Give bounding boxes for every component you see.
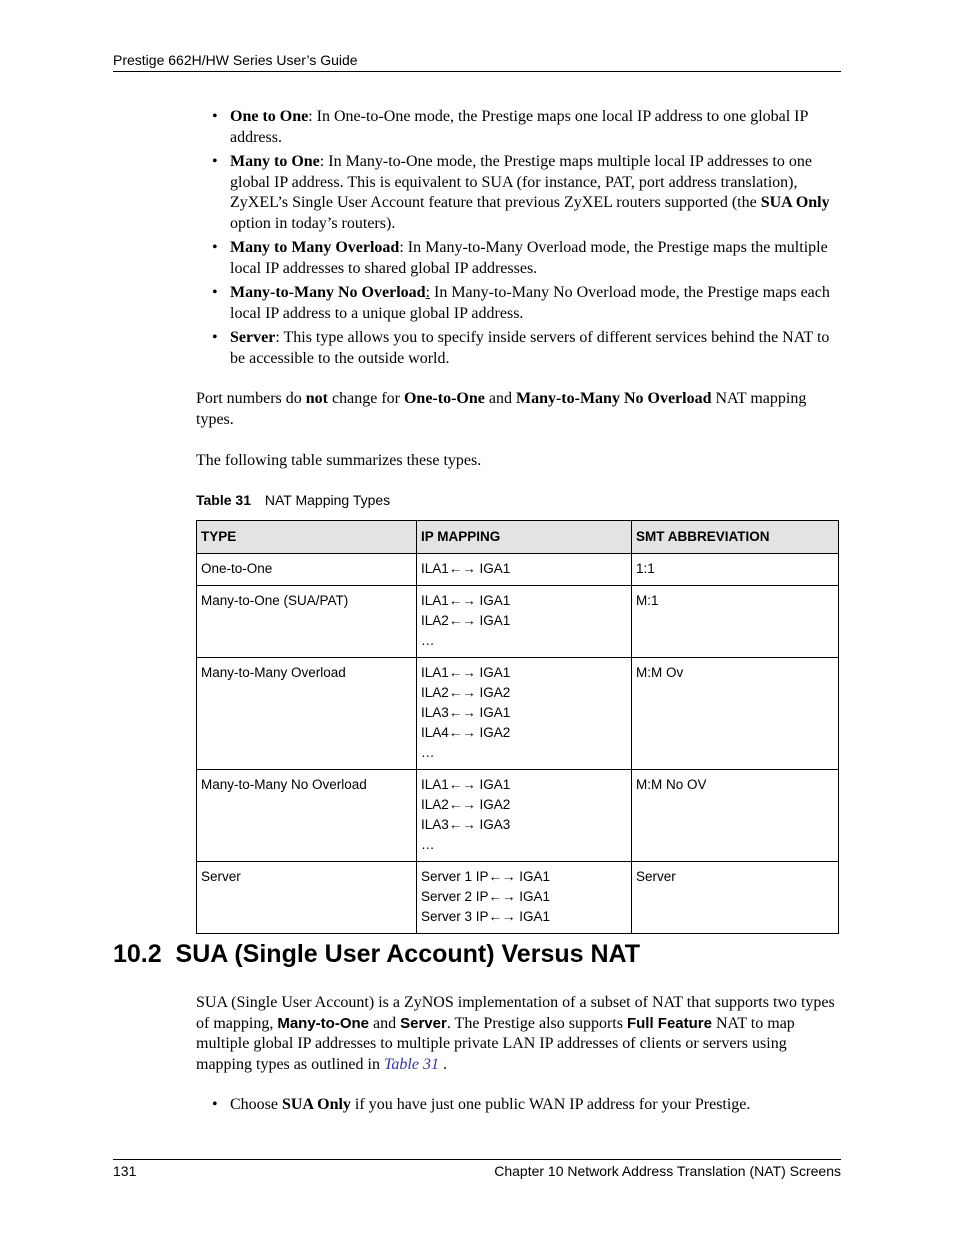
mapping-line: ILA1←→ IGA1 <box>421 777 511 792</box>
mapping-line: … <box>421 837 435 852</box>
port-note-paragraph <box>196 389 841 430</box>
cell-type: Many-to-One (SUA/PAT) <box>197 586 417 658</box>
term: Server <box>230 329 276 346</box>
bold-text: One-to-One <box>403 390 485 407</box>
list-item-one-to-one <box>212 107 842 148</box>
header-title: Prestige 662H/HW Series User’s Guide <box>113 52 358 68</box>
table-caption <box>196 492 390 508</box>
mapping-line: … <box>421 633 435 648</box>
list-item-many-to-many-no-overload <box>212 283 842 324</box>
table-row <box>197 554 839 586</box>
chapter-title: Chapter 10 Network Address Translation (NAT) Screens <box>494 1163 841 1179</box>
description: In Many-to-Many Overload mode, the Prestige maps the multiple local IP addresses to shared global IP addresses. <box>230 239 828 277</box>
description: This type allows you to specify inside servers of different services behind the NAT to be accessible to the outside world. <box>230 329 830 367</box>
mapping-line: ILA3←→ IGA1 <box>421 705 511 720</box>
mapping-line: … <box>421 745 435 760</box>
table-row <box>197 658 839 770</box>
summary-intro: The following table summarizes these types. <box>196 452 482 469</box>
table-31-link[interactable]: Table 31 <box>383 1055 439 1073</box>
mapping-line: Server 3 IP←→ IGA1 <box>421 909 551 924</box>
list-item-many-to-many-overload <box>212 238 842 279</box>
separator: : <box>425 284 430 301</box>
mapping-line: ILA2←→ IGA2 <box>421 797 511 812</box>
term: One to One <box>230 108 309 125</box>
cell-abbr: M:M No OV <box>632 770 839 862</box>
cell-abbr: M:1 <box>632 586 839 658</box>
table-title: NAT Mapping Types <box>264 492 391 508</box>
table-number: Table 31 <box>196 492 251 508</box>
text: Port numbers do <box>196 390 306 407</box>
text: and <box>484 390 516 407</box>
sua-choice-list <box>212 1095 842 1120</box>
term: Many to Many Overload <box>230 239 400 256</box>
text: . <box>438 1055 447 1073</box>
text: SUA (Single User Account) is a ZyNOS implementation of a subset of NAT that supports two types of mapping, <box>196 994 835 1032</box>
bold-term: Full Feature <box>626 1014 712 1032</box>
mapping-line: ILA4←→ IGA2 <box>421 725 511 740</box>
cell-type: Server <box>197 862 417 934</box>
cell-type: Many-to-Many Overload <box>197 658 417 770</box>
running-header <box>113 52 841 72</box>
cell-mapping <box>417 862 632 934</box>
mapping-line: ILA1←→ IGA1 <box>421 665 511 680</box>
running-footer <box>113 1159 841 1179</box>
term: Many-to-Many No Overload <box>230 284 426 301</box>
table-row <box>197 586 839 658</box>
bold-term: Server <box>400 1014 447 1032</box>
separator: : <box>319 153 325 170</box>
description: In One-to-One mode, the Prestige maps one local IP address to one global IP address. <box>230 108 808 146</box>
separator: : <box>399 239 404 256</box>
mapping-line: Server 2 IP←→ IGA1 <box>421 889 551 904</box>
text: if you have just one public WAN IP address for your Prestige. <box>350 1096 751 1113</box>
list-item-server <box>212 328 842 369</box>
mapping-line: ILA3←→ IGA3 <box>421 817 511 832</box>
mapping-line: ILA1←→ IGA1 <box>421 593 511 608</box>
section-heading: 10.2 SUA (Single User Account) Versus NAT <box>113 940 640 968</box>
bold-term: Many-to-One <box>277 1014 369 1032</box>
table-header-row <box>197 521 839 554</box>
list-item-many-to-one <box>212 152 842 234</box>
cell-type: One-to-One <box>197 554 417 586</box>
cell-abbr: M:M Ov <box>632 658 839 770</box>
sua-only-term: SUA Only <box>760 194 830 211</box>
header-smt-abbreviation: SMT ABBREVIATION <box>632 521 839 554</box>
header-type: TYPE <box>197 521 417 554</box>
description: In Many-to-Many No Overload mode, the Prestige maps each local IP address to a unique global IP address. <box>230 284 830 322</box>
nat-mapping-table <box>196 520 839 934</box>
description-end: option in today’s routers). <box>230 214 396 232</box>
sua-paragraph <box>196 993 841 1075</box>
text: and <box>369 1014 401 1032</box>
separator: : <box>308 108 313 125</box>
table-row <box>197 770 839 862</box>
cell-mapping <box>417 586 632 658</box>
cell-mapping <box>417 554 632 586</box>
mapping-line: ILA1←→ IGA1 <box>421 561 511 576</box>
cell-abbr: 1:1 <box>632 554 839 586</box>
bold-text: Many-to-Many No Overload <box>515 390 712 407</box>
table-row <box>197 862 839 934</box>
cell-type: Many-to-Many No Overload <box>197 770 417 862</box>
mapping-line: ILA2←→ IGA1 <box>421 613 511 628</box>
mapping-line: ILA2←→ IGA2 <box>421 685 511 700</box>
term: Many to One <box>230 153 320 170</box>
bold-term: SUA Only <box>282 1096 351 1113</box>
cell-mapping <box>417 658 632 770</box>
text: . The Prestige also supports <box>446 1014 627 1032</box>
bold-text: not <box>305 390 329 407</box>
header-ip-mapping: IP MAPPING <box>417 521 632 554</box>
text: change for <box>328 390 404 407</box>
cell-mapping <box>417 770 632 862</box>
cell-abbr: Server <box>632 862 839 934</box>
page-number: 131 <box>113 1163 137 1179</box>
text: Choose <box>230 1096 282 1113</box>
list-item-sua-only <box>212 1095 842 1116</box>
text: NAT mapping types. <box>196 390 807 428</box>
text: NAT to map multiple global IP addresses to multiple private LAN IP addresses of clients or servers using mapping types as outlined in <box>196 1014 795 1073</box>
nat-type-list <box>212 107 842 373</box>
description: In Many-to-One mode, the Prestige maps multiple local IP addresses to one global IP address. This is equivalent to SUA (for instance, PAT, port address translation), ZyXEL’s Single User Account feature that previous ZyXEL routers supported (the <box>230 153 812 211</box>
mapping-line: Server 1 IP←→ IGA1 <box>421 869 551 884</box>
separator: : <box>275 329 280 346</box>
